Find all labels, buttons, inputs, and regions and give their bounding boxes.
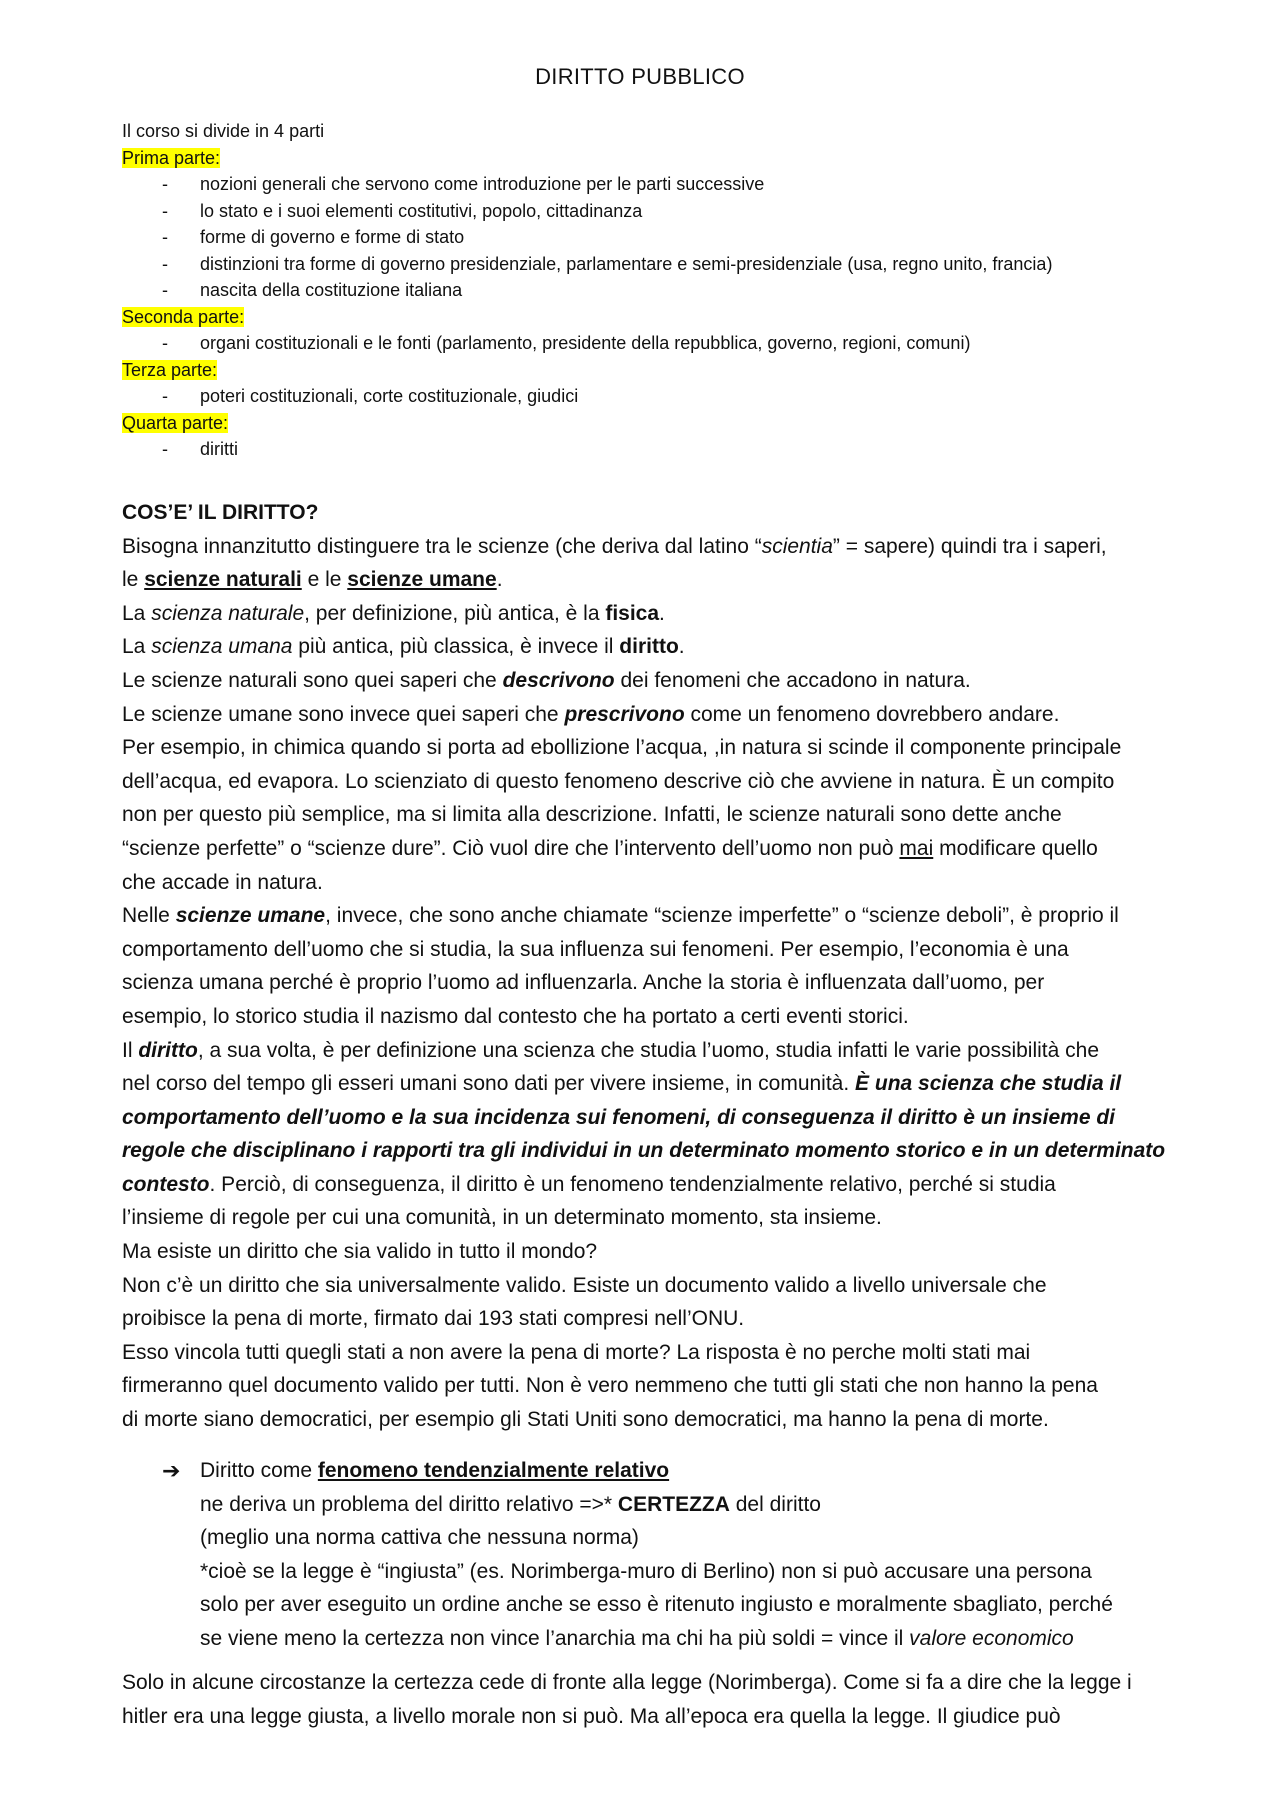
- paragraph-line: hitler era una legge giusta, a livello morale non si può. Ma all’epoca era quella la legge. Il giudice può: [122, 1704, 1061, 1728]
- outline-part-heading: Seconda parte:: [122, 306, 245, 327]
- paragraph-line: Bisogna innanzitutto distinguere tra le scienze (che deriva dal latino “scientia” = sapere) quindi tra i saperi,: [122, 534, 1107, 558]
- paragraph-line: Solo in alcune circostanze la certezza cede di fronte alla legge (Norimberga). Come si fa a dire che la legge i: [122, 1671, 1132, 1694]
- page-title: DIRITTO PUBBLICO: [535, 64, 745, 89]
- arrow-bullet-line: solo per aver eseguito un ordine anche se esso è ritenuto ingiusto e moralmente sbagliato, perché: [200, 1593, 1113, 1617]
- outline-item: - nozioni generali che servono come introduzione per le parti successive: [122, 171, 1182, 198]
- dash-bullet: -: [162, 253, 168, 274]
- arrow-bullet-line: se viene meno la certezza non vince l’anarchia ma chi ha più soldi = vince il valore economico: [200, 1626, 1074, 1650]
- arrow-bullet-block: [122, 1454, 1182, 1656]
- paragraph-line: La scienza naturale, per definizione, più antica, è la fisica.: [122, 601, 665, 625]
- paragraph-line: comportamento dell’uomo e la sua incidenza sui fenomeni, di conseguenza il diritto è un insieme di: [122, 1105, 1115, 1129]
- arrow-bullet-line: (meglio una norma cattiva che nessuna norma): [200, 1526, 639, 1550]
- paragraph-line: La scienza umana più antica, più classica, è invece il diritto.: [122, 635, 685, 659]
- paragraph-line: firmeranno quel documento valido per tutti. Non è vero nemmeno che tutti gli stati che non hanno la pena: [122, 1374, 1098, 1398]
- outline-part-heading: Terza parte:: [122, 359, 218, 380]
- outline-item: - nascita della costituzione italiana: [122, 277, 1182, 304]
- outline-item: - distinzioni tra forme di governo presidenziale, parlamentare e semi-presidenziale (usa, regno unito, francia): [122, 251, 1182, 278]
- dash-bullet: -: [162, 439, 168, 459]
- paragraph-line: “scienze perfette” o “scienze dure”. Ciò vuol dire che l’intervento dell’uomo non può mai modificare quello: [122, 836, 1098, 860]
- paragraph-line: esempio, lo storico studia il nazismo dal contesto che ha portato a certi eventi storici.: [122, 1004, 909, 1028]
- paragraph-line: proibisce la pena di morte, firmato dai 193 stati compresi nell’ONU.: [122, 1307, 745, 1331]
- paragraph-line: le scienze naturali e le scienze umane.: [122, 568, 503, 592]
- outline-part-heading: Quarta parte:: [122, 412, 229, 433]
- paragraph-line: Il diritto, a sua volta, è per definizione una scienza che studia l’uomo, studia infatti le varie possibilità che: [122, 1038, 1100, 1062]
- outline-item: - diritti: [122, 436, 1182, 463]
- outline-intro: Il corso si divide in 4 parti: [122, 121, 325, 141]
- body-text: [122, 496, 1182, 1437]
- paragraph-line: Esso vincola tutti quegli stati a non avere la pena di morte? La risposta è no perche molti stati mai: [122, 1340, 1031, 1364]
- paragraph-line: scienza umana perché è proprio l’uomo ad influenzarla. Anche la storia è influenzata dall’uomo, per: [122, 971, 1045, 995]
- paragraph-line: Ma esiste un diritto che sia valido in tutto il mondo?: [122, 1240, 598, 1264]
- paragraph-line: regole che disciplinano i rapporti tra gli individui in un determinato momento storico e in un determinato: [122, 1139, 1166, 1163]
- dash-bullet: -: [162, 333, 168, 353]
- paragraph-line: dell’acqua, ed evapora. Lo scienziato di questo fenomeno descrive ciò che avviene in natura. È un compito: [122, 769, 1115, 793]
- arrow-bullet-line: *cioè se la legge è “ingiusta” (es. Norimberga-muro di Berlino) non si può accusare una persona: [200, 1559, 1092, 1583]
- dash-bullet: -: [162, 200, 168, 221]
- outline-item: - forme di governo e forme di stato: [122, 224, 1182, 251]
- dash-bullet: -: [162, 386, 168, 406]
- outline-item: - poteri costituzionali, corte costituzionale, giudici: [122, 383, 1182, 410]
- outline-item: - organi costituzionali e le fonti (parlamento, presidente della repubblica, governo, regioni, comuni): [122, 330, 1182, 357]
- dash-bullet: -: [162, 227, 168, 247]
- paragraph-line: che accade in natura.: [122, 870, 323, 894]
- dash-bullet: -: [162, 174, 168, 194]
- paragraph-line: di morte siano democratici, per esempio gli Stati Uniti sono democratici, ma hanno la pena di morte.: [122, 1408, 1049, 1432]
- paragraph-line: comportamento dell’uomo che si studia, la sua influenza sui fenomeni. Per esempio, l’economia è una: [122, 937, 1069, 961]
- paragraph-line: Per esempio, in chimica quando si porta ad ebollizione l’acqua, ,in natura si scinde il componente principale: [122, 736, 1122, 760]
- paragraph-line: Non c’è un diritto che sia universalmente valido. Esiste un documento valido a livello universale che: [122, 1273, 1047, 1297]
- arrow-bullet-line: ➔ Diritto come fenomeno tendenzialmente relativo: [122, 1454, 1182, 1488]
- paragraph-line: nel corso del tempo gli esseri umani sono dati per vivere insieme, in comunità. È una scienza che studia il: [122, 1072, 1122, 1096]
- section-heading: COS’E’ IL DIRITTO?: [122, 501, 319, 524]
- paragraph-line: contesto. Perciò, di conseguenza, il diritto è un fenomeno tendenzialmente relativo, perché si studia: [122, 1172, 1056, 1196]
- outline-item: - lo stato e i suoi elementi costitutivi, popolo, cittadinanza: [122, 198, 1182, 225]
- right-arrow-icon: ➔: [162, 1458, 181, 1483]
- dash-bullet: -: [162, 280, 168, 300]
- paragraph-line: non per questo più semplice, ma si limita alla descrizione. Infatti, le scienze naturali sono dette anche: [122, 803, 1062, 827]
- arrow-bullet-line: ne deriva un problema del diritto relativo =>* CERTEZZA del diritto: [200, 1492, 821, 1516]
- course-outline: [122, 118, 1182, 463]
- paragraph-line: l’insieme di regole per cui una comunità, in un determinato momento, sta insieme.: [122, 1206, 882, 1230]
- closing-paragraph: [122, 1666, 1182, 1733]
- outline-part-heading: Prima parte:: [122, 147, 221, 168]
- paragraph-line: Nelle scienze umane, invece, che sono anche chiamate “scienze imperfette” o “scienze deboli”, è proprio il: [122, 904, 1119, 928]
- paragraph-line: Le scienze naturali sono quei saperi che descrivono dei fenomeni che accadono in natura.: [122, 668, 971, 692]
- paragraph-line: Le scienze umane sono invece quei saperi che prescrivono come un fenomeno dovrebbero andare.: [122, 702, 1060, 726]
